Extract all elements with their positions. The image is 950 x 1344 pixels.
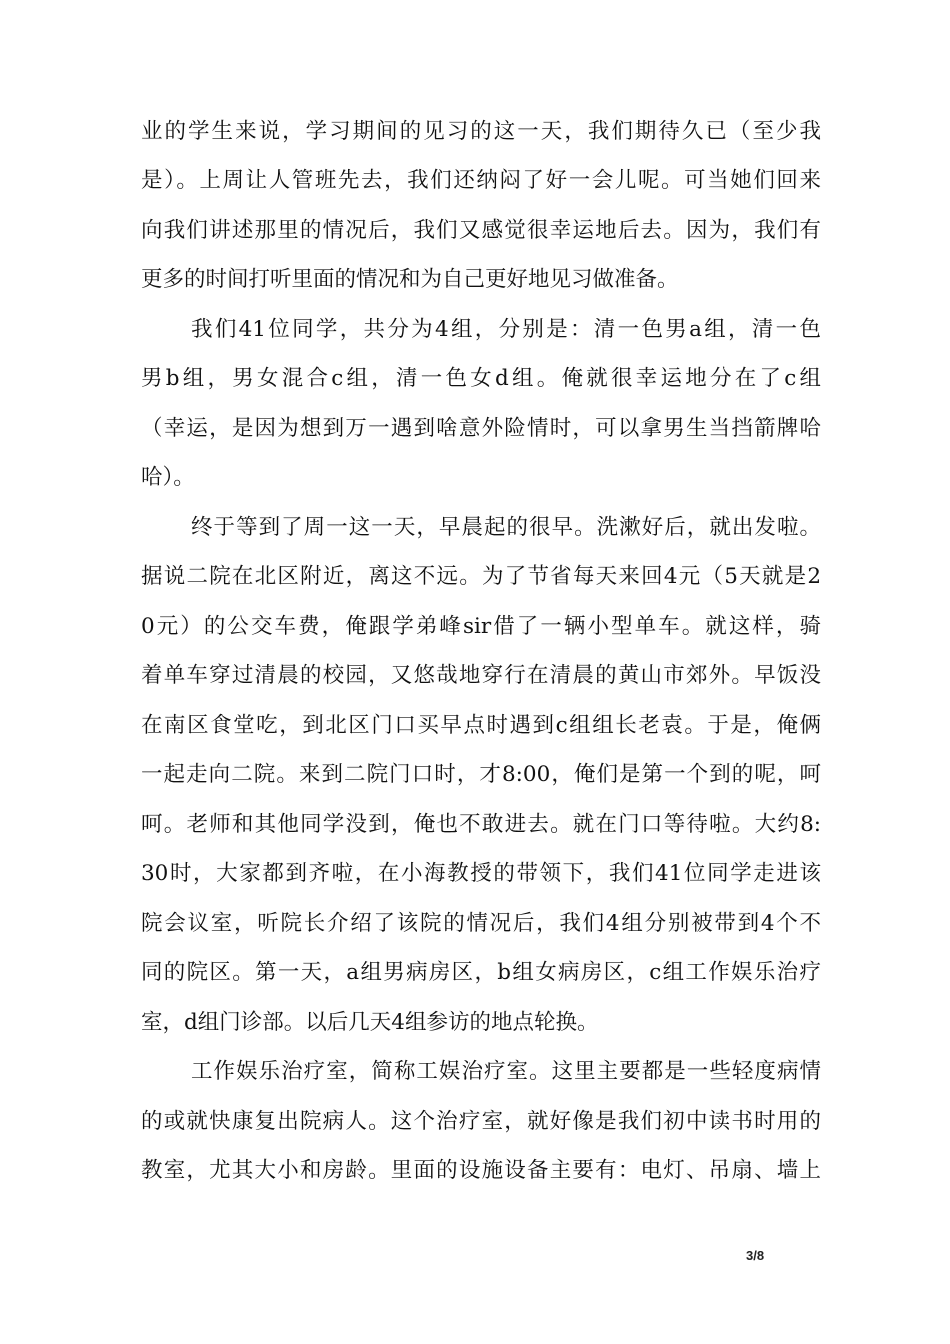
text-line: 院会议室，听院长介绍了该院的情况后，我们4组分别被带到4个不 bbox=[141, 911, 821, 936]
text-line: 呵。老师和其他同学没到，俺也不敢进去。就在门口等待啦。大约8: bbox=[141, 812, 821, 837]
text-line: 30时，大家都到齐啦，在小海教授的带领下，我们41位同学走进该 bbox=[141, 861, 821, 886]
text-line: 同的院区。第一天，a组男病房区，b组女病房区，c组工作娱乐治疗 bbox=[141, 960, 821, 985]
text-line: 更多的时间打听里面的情况和为自己更好地见习做准备。 bbox=[141, 267, 679, 292]
text-line: 一起走向二院。来到二院门口时，才8:00，俺们是第一个到的呢，呵 bbox=[141, 762, 821, 787]
text-line: 业的学生来说，学习期间的见习的这一天，我们期待久已（至少我 bbox=[141, 119, 821, 144]
text-line: 男b组，男女混合c组，清一色女d组。俺就很幸运地分在了c组 bbox=[141, 366, 821, 391]
text-line: 我们41位同学，共分为4组，分别是：清一色男a组，清一色 bbox=[191, 317, 821, 342]
text-line: 的或就快康复出院病人。这个治疗室，就好像是我们初中读书时用的 bbox=[141, 1109, 821, 1134]
text-line: 据说二院在北区附近，离这不远。为了节省每天来回4元（5天就是2 bbox=[141, 564, 821, 589]
text-line: 向我们讲述那里的情况后，我们又感觉很幸运地后去。因为，我们有 bbox=[141, 218, 821, 243]
text-line: 室，d组门诊部。以后几天4组参访的地点轮换。 bbox=[141, 1010, 599, 1035]
text-line: 教室，尤其大小和房龄。里面的设施设备主要有：电灯、吊扇、墙上 bbox=[141, 1158, 821, 1183]
text-line: 是）。上周让人管班先去，我们还纳闷了好一会儿呢。可当她们回来 bbox=[141, 168, 821, 193]
text-line: 在南区食堂吃，到北区门口买早点时遇到c组组长老袁。于是，俺俩 bbox=[141, 713, 821, 738]
text-line: 哈）。 bbox=[141, 465, 195, 490]
text-line: 着单车穿过清晨的校园，又悠哉地穿行在清晨的黄山市郊外。早饭没 bbox=[141, 663, 821, 688]
text-line: 工作娱乐治疗室，简称工娱治疗室。这里主要都是一些轻度病情 bbox=[191, 1059, 821, 1084]
text-line: （幸运，是因为想到万一遇到啥意外险情时，可以拿男生当挡箭牌哈 bbox=[141, 416, 821, 441]
text-line: 终于等到了周一这一天，早晨起的很早。洗漱好后，就出发啦。 bbox=[191, 515, 821, 540]
page-number: 3/8 bbox=[746, 1248, 765, 1263]
text-line: 0元）的公交车费，俺跟学弟峰sir借了一辆小型单车。就这样，骑 bbox=[141, 614, 821, 639]
